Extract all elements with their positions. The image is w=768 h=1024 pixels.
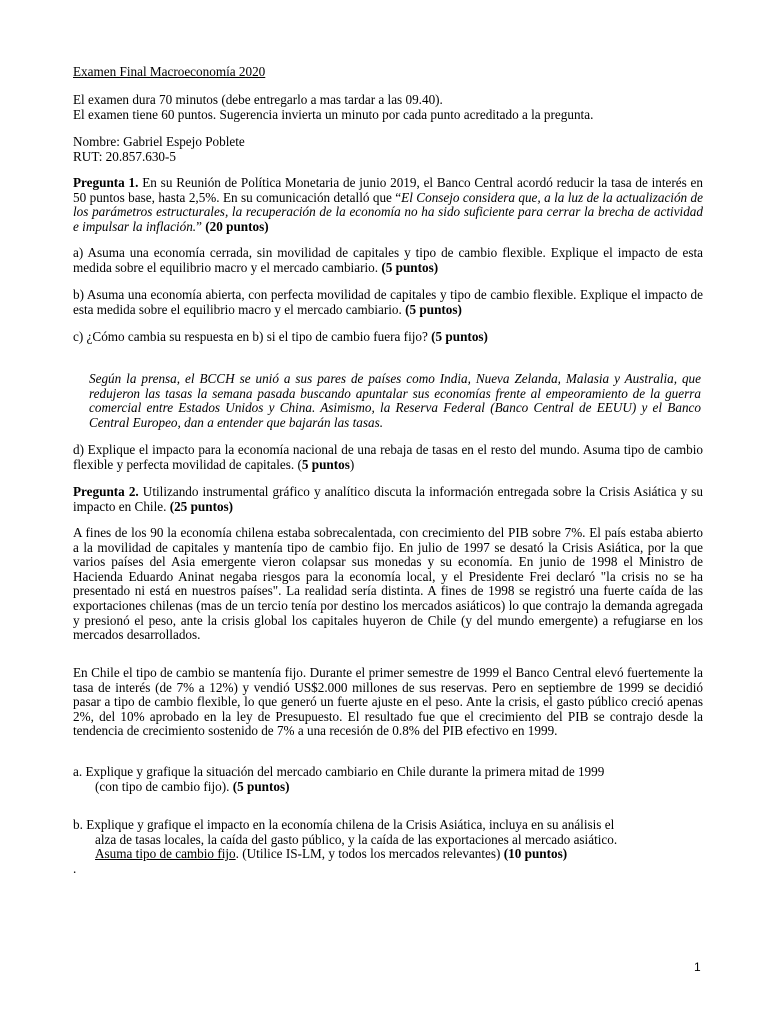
- instruction-duration: El examen dura 70 minutos (debe entregarlo a mas tardar a las 09.40).: [73, 92, 443, 107]
- question-1-quote: El Consejo considera que, a la luz de la actualización de los parámetros estructurales, la recuperación de la economía no ha sido suficiente para cerrar la brecha de actividad e impulsar la inflación.: [73, 189, 704, 234]
- question-1b-points: (5 puntos): [405, 301, 462, 317]
- question-2-statement: [73, 485, 703, 514]
- student-info: [73, 135, 703, 164]
- question-2b-tail: Utilice IS-LM, y todos los mercados relevantes): [246, 846, 504, 862]
- question-1-quote-end: ”: [196, 218, 206, 234]
- question-1c: [73, 330, 703, 345]
- question-2a-points: (5 puntos): [232, 778, 290, 794]
- student-name: Nombre: Gabriel Espejo Poblete: [73, 134, 245, 149]
- question-2b-line-3: [73, 847, 703, 862]
- question-2b-underlined: Asuma tipo de cambio fijo: [95, 846, 236, 862]
- question-2a: [73, 765, 703, 794]
- student-rut: RUT: 20.857.630-5: [73, 148, 177, 164]
- question-2b-line-2: alza de tasas locales, la caída del gasto público, y la caída de las exportaciones al mercado asiático.: [95, 831, 618, 847]
- question-1-label: Pregunta 1.: [73, 175, 139, 190]
- question-2b-mid: . (: [235, 846, 247, 862]
- exam-title: Examen Final Macroeconomía 2020: [73, 64, 266, 79]
- instruction-points: El examen tiene 60 puntos. Sugerencia invierta un minuto por cada punto acreditado a la pregunta.: [73, 106, 594, 122]
- question-2-text: Utilizando instrumental gráfico y analítico discuta la información entregada sobre la Crisis Asiática y su impacto en Chile.: [73, 484, 703, 514]
- question-1c-points: (5 puntos): [431, 329, 488, 344]
- question-2a-line-1: a. Explique y grafique la situación del mercado cambiario en Chile durante la primera mitad de 1999: [73, 764, 605, 779]
- question-2a-text-end: (con tipo de cambio fijo).: [95, 778, 233, 794]
- question-2-label: Pregunta 2.: [73, 484, 139, 499]
- exam-instructions: [73, 93, 703, 122]
- question-1a-points: (5 puntos): [381, 259, 439, 275]
- question-2-points: (25 puntos): [169, 498, 234, 514]
- question-1a: [73, 246, 703, 275]
- question-1d-text: d) Explique el impacto para la economía nacional de una rebaja de tasas en el resto del mundo. Asuma tipo de cambio flexible y perfecta movilidad de capitales. (: [73, 442, 703, 472]
- question-1c-text: c) ¿Cómo cambia su respuesta en b) si el tipo de cambio fuera fijo?: [73, 329, 432, 344]
- press-quote: Según la prensa, el BCCH se unió a sus pares de países como India, Nueva Zelanda, Malasia y Australia, que redujeron las tasas la semana pasada buscando apuntalar sus economías frente al empeoramiento de la guerra comercial entre Estados Unidos y China. Asimismo, la Reserva Federal (Banco Central de EEUU) y el Banco Central Europeo, dan a entender que bajarán las tasas.: [89, 371, 701, 430]
- question-1b: [73, 288, 703, 317]
- question-1-text: En su Reunión de Política Monetaria de junio 2019, el Banco Central acordó reducir la tasa de interés en 50 puntos base, hasta 2,5%. En su comunicación detalló que “: [73, 175, 703, 205]
- trailing-dot: .: [73, 860, 77, 876]
- page-number: 1: [694, 960, 701, 974]
- question-2-context-paragraph-1: A fines de los 90 la economía chilena estaba sobrecalentada, con crecimiento del PIB sobre 7%. El país estaba abierto a la movilidad de capitales y mantenía tipo de cambio fijo. En julio de 1997 se desató la Crisis Asiática, por la que varios países del Asia emergente vieron colapsar sus monedas y su economía. En junio de 1998 el Ministro de Hacienda Eduardo Aninat negaba riesgos para la economía local, y el Presidente Frei declaró "la crisis no se ha presentado ni está en nuestros países". La realidad sería distinta. A fines de 1998 se registró una fuerte caída de las exportaciones chilenas (mas de un tercio tenía por destino los mercados asiáticos) lo que contrajo la demanda agregada y presionó el peso, ante la crisis global los capitales huyeron de Chile (y del mundo emergente) a refugiarse en los mercados desarrollados.: [73, 525, 703, 643]
- question-2-context-paragraph-2: En Chile el tipo de cambio se mantenía fijo. Durante el primer semestre de 1999 el Banco Central elevó fuertemente la tasa de interés (de 7% a 12%) y vendió US$2.000 millones de sus reservas. Pero en septiembre de 1999 se decidió pasar a tipo de cambio flexible, lo que generó un fuerte ajuste en el peso. Ante la crisis, el gasto público creció apenas 2%, del 10% aprobado en la ley de Presupuesto. El resultado fue que el crecimiento del PIB se contrajo desde la tendencia de crecimiento sostenido de 7% a una recesión de 0.8% del PIB efectivo en 1999.: [73, 665, 703, 739]
- question-1d-close: ): [349, 456, 355, 472]
- question-2b-points: (10 puntos): [503, 846, 568, 862]
- question-2b: [73, 818, 703, 876]
- question-2a-line-2: [73, 780, 703, 795]
- question-1d: [73, 443, 703, 472]
- question-1a-text: a) Asuma una economía cerrada, sin movilidad de capitales y tipo de cambio flexible. Explique el impacto de esta medida sobre el equilibrio macro y el mercado cambiario.: [73, 245, 703, 275]
- question-1b-text: b) Asuma una economía abierta, con perfecta movilidad de capitales y tipo de cambio flexible. Explique el impacto de esta medida sobre el equilibrio macro y el mercado cambiario.: [73, 287, 703, 317]
- question-2b-line-1: b. Explique y grafique el impacto en la economía chilena de la Crisis Asiática, incluya en su análisis el: [73, 817, 615, 832]
- question-1-points: (20 puntos): [205, 218, 269, 234]
- question-1d-points: 5 puntos: [301, 456, 350, 472]
- question-1-statement: [73, 176, 703, 234]
